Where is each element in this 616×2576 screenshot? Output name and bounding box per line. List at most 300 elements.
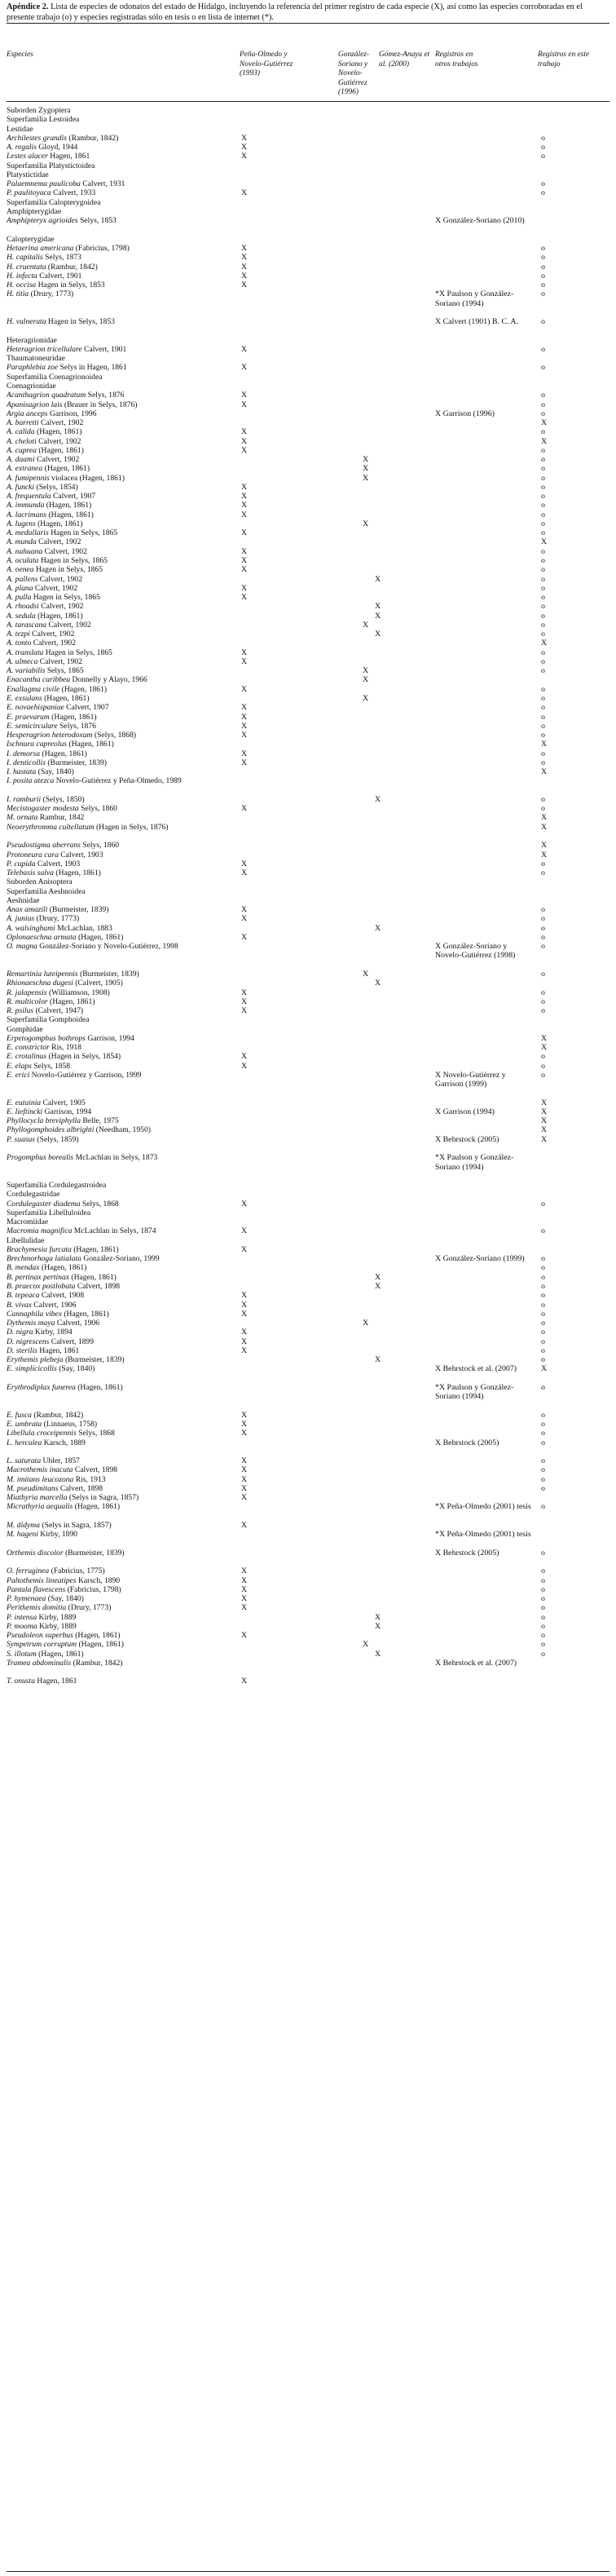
table-row — [7, 1383, 609, 1411]
species-author: Calvert, 1933 — [51, 188, 96, 198]
c5-mark: o — [541, 1355, 545, 1365]
group-name: Cordulegastridae — [7, 1190, 60, 1200]
table-row — [7, 1328, 609, 1337]
species-name: P. mooma — [7, 1621, 37, 1631]
c5-mark: o — [541, 445, 545, 455]
c5-mark: o — [541, 1603, 545, 1613]
species-name: A. lacrimans — [7, 510, 47, 519]
c1-mark: X — [241, 905, 248, 915]
species-author: (Burmeister, 1839) — [77, 969, 139, 979]
table-row — [7, 188, 609, 197]
species-author: Calvert, 1902 — [36, 537, 81, 547]
table-row — [7, 437, 609, 446]
species-cell — [7, 703, 447, 712]
group-row — [7, 887, 609, 896]
species-name: I. denticollis — [7, 758, 46, 767]
table-row — [7, 1640, 609, 1649]
group-row — [7, 207, 609, 216]
c5-mark: o — [541, 804, 545, 814]
species-cell — [7, 519, 447, 528]
species-cell — [7, 1383, 447, 1392]
species-cell — [7, 823, 447, 832]
table-row — [7, 1613, 609, 1622]
species-name: A. walsinghami — [7, 923, 55, 933]
species-cell — [7, 528, 447, 537]
species-author: (Rambur, 1842) — [67, 133, 119, 143]
species-author: Calvert, 1902 — [38, 418, 84, 428]
c1-mark: X — [241, 391, 248, 400]
c5-mark: o — [541, 868, 545, 878]
c5-mark: o — [541, 969, 545, 979]
group-name: Superfamilia Coenagrionoidea — [7, 372, 103, 382]
group-row — [7, 198, 609, 207]
table-row — [7, 630, 609, 638]
c5-mark: o — [541, 253, 545, 263]
group-row — [7, 877, 609, 886]
c5-mark: o — [541, 344, 545, 354]
species-name: Sympetrum corruptum — [7, 1640, 77, 1650]
c5-mark: X — [541, 418, 548, 428]
species-author: Ris, 1913 — [73, 1474, 106, 1484]
species-name: Phyllocycla breviphylla — [7, 1116, 81, 1126]
species-cell — [7, 1254, 447, 1263]
c5-mark: o — [541, 1291, 545, 1301]
group-label — [7, 198, 447, 207]
c1-mark: X — [241, 1328, 248, 1337]
c1-mark: X — [241, 528, 248, 538]
table-row — [7, 1631, 609, 1640]
species-author: Calvert, 1906 — [55, 1319, 100, 1328]
species-cell — [7, 263, 447, 272]
table-row — [7, 776, 609, 795]
species-cell — [7, 289, 447, 298]
table-row — [7, 694, 609, 703]
species-author: (Burmeister, 1839) — [45, 758, 107, 767]
species-name: Lestes alacer — [7, 152, 48, 161]
c1-mark: X — [241, 1309, 248, 1319]
species-cell — [7, 1530, 447, 1539]
group-label — [7, 1236, 447, 1245]
c5-mark: o — [541, 528, 545, 538]
group-label — [7, 1208, 447, 1217]
species-name: Telebasis salva — [7, 868, 55, 878]
top-rule — [7, 23, 609, 24]
table-row — [7, 1273, 609, 1282]
table-row — [7, 409, 609, 418]
c1-mark: X — [241, 445, 248, 455]
c1-mark: X — [241, 253, 248, 263]
table-row — [7, 134, 609, 143]
table-row — [7, 1337, 609, 1346]
species-author: (Selys, 1868) — [92, 731, 136, 740]
c2-mark: X — [363, 666, 369, 676]
species-cell — [7, 1062, 447, 1071]
group-row — [7, 115, 609, 124]
species-cell — [7, 841, 447, 850]
species-name: B. vivax — [7, 1300, 32, 1310]
species-cell — [7, 1631, 447, 1640]
caption-label: Apéndice 2. — [7, 2, 49, 11]
species-name: I. hastata — [7, 767, 37, 777]
species-author: Hagen in Selys, 1853 — [46, 317, 115, 327]
c5-mark: X — [541, 1116, 548, 1126]
c2-mark: X — [363, 969, 369, 979]
group-row — [7, 170, 609, 179]
species-cell — [7, 391, 447, 400]
species-cell — [7, 713, 447, 722]
species-cell — [7, 188, 447, 197]
species-name: Mecistogaster modesta — [7, 804, 79, 814]
species-cell — [7, 1677, 447, 1686]
table-row — [7, 1622, 609, 1631]
species-name: Micrathyria aequalis — [7, 1502, 73, 1512]
table-row — [7, 391, 609, 400]
c1-mark: X — [241, 988, 248, 997]
c5-mark: o — [541, 1631, 545, 1641]
c3-mark: X — [375, 602, 381, 612]
species-author: Selys, 1868 — [80, 1199, 119, 1208]
c5-mark: X — [541, 1125, 548, 1135]
species-name: Macrothemis inacuta — [7, 1465, 73, 1475]
group-label — [7, 1015, 447, 1024]
c5-mark: o — [541, 482, 545, 492]
c5-mark: o — [541, 271, 545, 281]
species-name: A. regalis — [7, 143, 37, 152]
table-row — [7, 528, 609, 537]
header-col2: González-Soriano y Novelo-Gutiérrez (1996) — [338, 51, 370, 97]
c5-mark: o — [541, 1548, 545, 1558]
c5-mark: o — [541, 565, 545, 575]
c5-mark: o — [541, 1640, 545, 1650]
other-records-cell: X Garrison (1994) — [435, 1107, 495, 1116]
c5-mark: o — [541, 666, 545, 676]
group-name: Superfamilia Platystictoidea — [7, 161, 95, 170]
species-name: Enacantha caribbea — [7, 675, 71, 685]
species-name: Amphipteryx agrioides — [7, 216, 78, 226]
species-name: Brachymesia furcata — [7, 1244, 72, 1254]
table-row — [7, 1566, 609, 1575]
species-cell — [7, 400, 447, 409]
species-cell — [7, 1364, 447, 1373]
species-name: A. tarascana — [7, 620, 47, 630]
species-cell — [7, 474, 447, 483]
c3-mark: X — [375, 794, 381, 804]
table-row — [7, 1521, 609, 1530]
table-row — [7, 1346, 609, 1355]
species-cell — [7, 134, 447, 143]
table-row — [7, 345, 609, 354]
species-name: A. pulla — [7, 593, 32, 603]
c5-mark: X — [541, 1364, 548, 1374]
group-label — [7, 1190, 447, 1199]
species-cell — [7, 740, 447, 749]
species-cell — [7, 1585, 447, 1594]
species-author: Calvert, 1908 — [39, 1291, 85, 1301]
c1-mark: X — [241, 868, 248, 878]
species-cell — [7, 905, 447, 914]
species-author: Garrison, 1994 — [42, 1107, 92, 1116]
c5-mark: X — [541, 436, 548, 446]
c5-mark: o — [541, 574, 545, 584]
c5-mark: o — [541, 243, 545, 253]
species-cell — [7, 813, 447, 822]
species-name: H. occisa — [7, 281, 37, 290]
c1-mark: X — [241, 996, 248, 1006]
c1-mark: X — [241, 1052, 248, 1062]
group-row — [7, 125, 609, 134]
c5-mark: o — [541, 133, 545, 143]
table-row — [7, 1226, 609, 1235]
species-cell — [7, 933, 447, 942]
species-author: violacea (Hagen, 1861) — [49, 473, 125, 483]
species-name: E. novaehispaniae — [7, 703, 64, 713]
species-author: (Drury, 1773) — [34, 914, 80, 924]
c1-mark: X — [241, 1300, 248, 1310]
group-label — [7, 170, 447, 179]
table-row — [7, 602, 609, 611]
species-cell — [7, 722, 447, 731]
species-name: A. tonto — [7, 638, 32, 648]
c1-mark: X — [241, 556, 248, 566]
species-name: Enallagma civile — [7, 684, 60, 694]
table-caption — [7, 2, 609, 23]
table-row — [7, 1319, 609, 1328]
table-row — [7, 1484, 609, 1493]
species-author: (Say, 1840) — [36, 767, 74, 777]
other-records-cell: X González-Soriano (1999) — [435, 1254, 525, 1264]
group-label — [7, 161, 447, 170]
c5-mark: X — [541, 1033, 548, 1043]
table-row — [7, 1254, 609, 1263]
species-cell — [7, 851, 447, 859]
group-label — [7, 207, 447, 216]
table-row — [7, 1549, 609, 1567]
c1-mark: X — [241, 565, 248, 575]
species-author: Calvert, 1901 — [37, 271, 82, 281]
c1-mark: X — [241, 243, 248, 253]
group-label — [7, 1181, 447, 1190]
species-name: Erythemis plebeja — [7, 1355, 64, 1365]
species-cell — [7, 657, 447, 666]
c5-mark: o — [541, 1070, 545, 1080]
species-author: (Williamson, 1908) — [46, 988, 110, 997]
species-cell — [7, 244, 447, 253]
species-author: Ris, 1918 — [49, 1043, 81, 1053]
table-row — [7, 400, 609, 409]
species-name: A. medullaris — [7, 528, 49, 538]
other-records-cell: X Garrison (1996) — [435, 409, 495, 418]
species-cell — [7, 1475, 447, 1484]
species-name: Neoerythromma cultellatum — [7, 822, 95, 832]
table-row — [7, 556, 609, 565]
species-cell — [7, 1493, 447, 1502]
table-row — [7, 1135, 609, 1154]
group-name: Aeshnidae — [7, 895, 40, 905]
species-name: Erpetogomphus bothrops — [7, 1033, 86, 1043]
group-row — [7, 354, 609, 363]
c5-mark: X — [541, 813, 548, 823]
species-author: (Hagen, 1861) — [46, 510, 94, 519]
c5-mark: X — [541, 740, 548, 749]
species-name: A. variabilis — [7, 666, 46, 676]
species-author: Hagen in Selys, 1865 — [33, 565, 103, 575]
species-name: Hetaerina americana — [7, 243, 74, 253]
species-name: Acanthagrion quadratum — [7, 391, 86, 400]
c5-mark: o — [541, 859, 545, 868]
header-col1: Peña-Olmedo y Novelo-Gutiérrez (1993) — [240, 51, 293, 78]
species-author: González-Soriano, 1999 — [81, 1254, 160, 1264]
species-name: A. lugens — [7, 519, 36, 528]
table-row — [7, 1475, 609, 1484]
species-name: P. suasus — [7, 1134, 36, 1144]
species-author: Hagen, 1861 — [37, 1345, 80, 1355]
species-cell — [7, 1052, 447, 1061]
table-row — [7, 1429, 609, 1438]
species-cell — [7, 446, 447, 455]
species-cell — [7, 556, 447, 565]
c1-mark: X — [241, 344, 248, 354]
species-author: Calvert, 1898 — [73, 1465, 118, 1475]
species-author: Selys, 1865 — [45, 666, 84, 676]
species-cell — [7, 1502, 447, 1511]
species-name: Paraphlebia zoe — [7, 363, 59, 373]
species-cell — [7, 1226, 447, 1235]
table-row — [7, 575, 609, 584]
table-row — [7, 418, 609, 427]
species-cell — [7, 455, 447, 464]
c1-mark: X — [241, 271, 248, 281]
species-author: (Drury, 1773) — [29, 289, 74, 299]
table-row — [7, 427, 609, 436]
table-row — [7, 216, 609, 235]
species-author: Hagen in Selys, 1853 — [36, 281, 105, 290]
species-name: E. crotalinus — [7, 1052, 47, 1062]
species-cell — [7, 1438, 447, 1447]
species-author: (Hagen, 1861) — [59, 684, 108, 694]
species-author: McLachlan in Selys, 1873 — [73, 1153, 158, 1163]
species-name: B. pertinax pertinax — [7, 1272, 69, 1282]
c5-mark: o — [541, 1309, 545, 1319]
species-author: Calvert, 1902 — [29, 630, 75, 639]
species-author: (Calvert, 1947) — [33, 1006, 84, 1016]
species-name: E. fusca — [7, 1410, 32, 1420]
species-name: P. hymenaea — [7, 1594, 46, 1604]
c5-mark: o — [541, 262, 545, 272]
species-author: (Hagen, 1861) — [54, 868, 101, 878]
group-name: Platystictidae — [7, 170, 49, 179]
species-author: (Burmeister, 1839) — [63, 1548, 125, 1558]
species-cell — [7, 1566, 447, 1575]
species-author: Hagen in Selys, 1865 — [31, 593, 100, 603]
c1-mark: X — [241, 143, 248, 152]
table-row — [7, 1107, 609, 1116]
species-name: A. nahuana — [7, 546, 43, 556]
table-row — [7, 813, 609, 822]
table-row — [7, 868, 609, 877]
table-row — [7, 263, 609, 272]
table-row — [7, 924, 609, 933]
group-name: Amphipterygidae — [7, 206, 62, 216]
species-name: E. lieftincki — [7, 1107, 43, 1116]
c3-mark: X — [375, 630, 381, 639]
c5-mark: o — [541, 731, 545, 740]
c5-mark: o — [541, 988, 545, 997]
species-name: O. ferruginea — [7, 1566, 50, 1576]
group-label — [7, 235, 447, 244]
table-row — [7, 1310, 609, 1319]
table-row — [7, 1071, 609, 1098]
table-row — [7, 1125, 609, 1134]
species-author: (Fabricius, 1775) — [49, 1566, 105, 1576]
species-name: P. paulitoyaca — [7, 188, 51, 198]
species-name: E. elaps — [7, 1061, 32, 1071]
c1-mark: X — [241, 188, 248, 198]
c5-mark: X — [541, 850, 548, 859]
species-cell — [7, 584, 447, 593]
c5-mark: o — [541, 1345, 545, 1355]
c5-mark: o — [541, 721, 545, 731]
species-author: Calvert, 1902 — [37, 656, 82, 666]
group-name: Superfamilia Gomphoidea — [7, 1015, 90, 1025]
species-author: McLachlan, 1883 — [55, 923, 112, 933]
table-row — [7, 1465, 609, 1474]
species-name: Oplonaeschna armata — [7, 932, 77, 942]
c5-mark: o — [541, 703, 545, 713]
species-name: A. oenea — [7, 565, 34, 575]
c5-mark: o — [541, 1566, 545, 1576]
species-cell — [7, 437, 447, 446]
table-row — [7, 1364, 609, 1383]
c5-mark: X — [541, 1098, 548, 1107]
species-name: E. praevarum — [7, 712, 50, 722]
species-name: Paltothemis lineatipes — [7, 1575, 77, 1585]
table-row — [7, 988, 609, 997]
c5-mark: o — [541, 932, 545, 942]
c5-mark: o — [541, 1456, 545, 1466]
c1-mark: X — [241, 1419, 248, 1429]
group-row — [7, 1208, 609, 1217]
species-author: Hagen in Selys, 1865 — [48, 528, 118, 538]
header-col3: Gómez-Anaya et al. (2000) — [379, 51, 430, 68]
table-row — [7, 1116, 609, 1125]
species-cell — [7, 363, 447, 372]
species-author: (Hagen, 1861) — [39, 1263, 87, 1273]
species-cell — [7, 1640, 447, 1649]
table-row — [7, 1153, 609, 1181]
table-row — [7, 1677, 609, 1686]
table-row — [7, 1420, 609, 1429]
species-cell — [7, 510, 447, 519]
group-name: Coenagrionidae — [7, 381, 56, 391]
c5-mark: o — [541, 1382, 545, 1392]
c1-mark: X — [241, 684, 248, 694]
species-name: Ischnura capreolus — [7, 740, 67, 749]
species-author: Selys, 1876 — [57, 721, 96, 731]
species-author: (Selys in Sagra, 1857) — [40, 1520, 112, 1530]
table-row — [7, 1585, 609, 1594]
species-cell — [7, 997, 447, 1006]
c1-mark: X — [241, 1493, 248, 1503]
c5-mark: o — [541, 602, 545, 612]
species-author: (Hagen, 1861) — [35, 611, 83, 621]
c5-mark: o — [541, 914, 545, 924]
c5-mark: o — [541, 1061, 545, 1071]
species-cell — [7, 1071, 447, 1080]
group-row — [7, 382, 609, 391]
species-author: (Hagen, 1861) — [44, 501, 92, 510]
species-cell — [7, 1291, 447, 1300]
species-cell — [7, 281, 447, 289]
